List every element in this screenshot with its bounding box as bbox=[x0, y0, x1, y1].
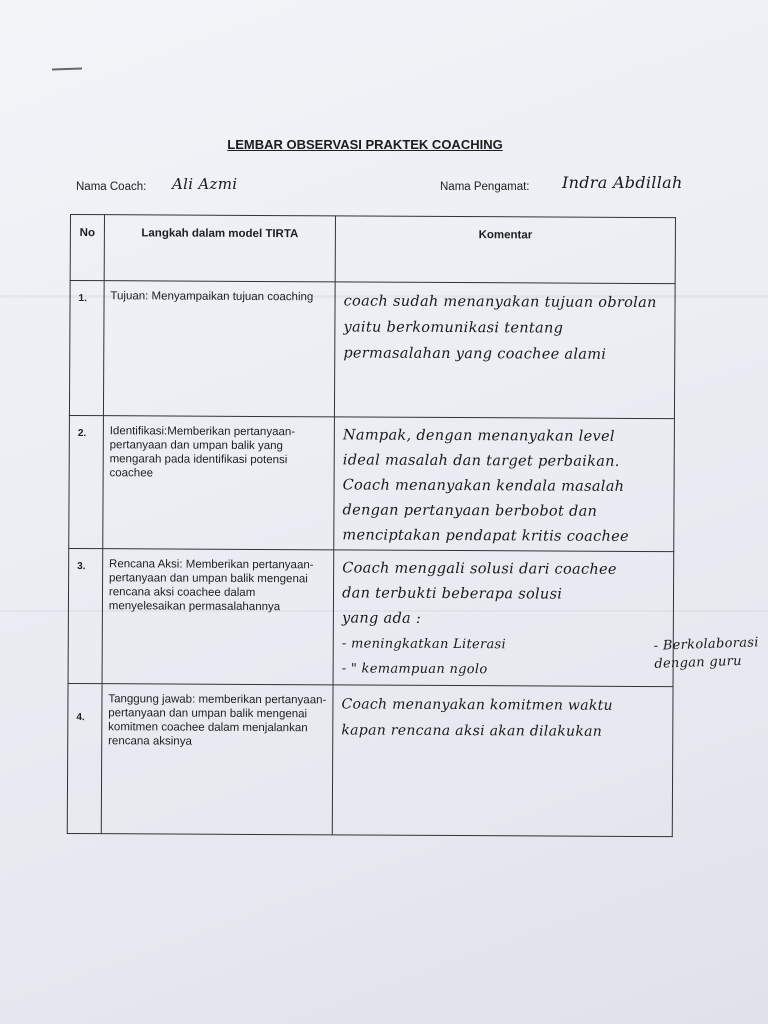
table-row bbox=[68, 548, 674, 686]
step-description: Tujuan: Menyampaikan tujuan coaching bbox=[103, 281, 335, 417]
observer-label: Nama Pengamat: bbox=[440, 181, 530, 193]
comment-cell bbox=[333, 550, 674, 687]
comment-line: dan terbukti beberapa solusi bbox=[342, 585, 563, 603]
comment-line: Nampak, dengan menanyakan level bbox=[342, 427, 615, 445]
observer-name: Indra Abdillah bbox=[562, 173, 683, 192]
coach-name: Ali Azmi bbox=[172, 175, 238, 193]
document-title: LEMBAR OBSERVASI PRAKTEK COACHING bbox=[227, 137, 503, 152]
comment-line: ideal masalah dan target perbaikan. bbox=[342, 452, 620, 470]
header-comment: Komentar bbox=[335, 216, 675, 284]
margin-note-line: dengan guru bbox=[654, 653, 743, 672]
comment-line: yaitu berkomunikasi tentang bbox=[343, 319, 564, 337]
comment-line: Coach menanyakan komitmen waktu bbox=[341, 696, 613, 714]
row-number: 3. bbox=[68, 548, 103, 683]
comment-line: - meningkatkan Literasi bbox=[341, 636, 507, 653]
margin-note bbox=[653, 634, 759, 674]
coach-label: Nama Coach: bbox=[76, 181, 147, 193]
comment-line: Coach menggali solusi dari coachee bbox=[342, 560, 617, 578]
step-description: Rencana Aksi: Memberikan pertanyaan-pertanyaan dan umpan balik mengenai rencana aksi coachee dalam menyelesaikan permasalahannya bbox=[102, 549, 334, 685]
step-description: Tanggung jawab: memberikan pertanyaan-pertanyaan dan umpan balik mengenai komitmen coachee dalam menjalankan rencana aksinya bbox=[101, 684, 333, 835]
comment-line: dengan pertanyaan berbobot dan bbox=[342, 502, 598, 520]
comment-line: coach sudah menanyakan tujuan obrolan bbox=[343, 293, 657, 312]
header-no: No bbox=[70, 215, 104, 281]
table-row bbox=[69, 281, 675, 419]
comment-cell bbox=[334, 417, 675, 552]
comment-line: - " kemampuan ngolo bbox=[341, 661, 488, 678]
comment-line: yang ada : bbox=[341, 610, 422, 627]
observation-table bbox=[67, 214, 676, 837]
comment-line: kapan rencana aksi akan dilakukan bbox=[341, 722, 603, 740]
row-number: 2. bbox=[69, 415, 104, 548]
comment-line: permasalahan yang coachee alami bbox=[343, 345, 607, 363]
row-number: 1. bbox=[69, 281, 104, 416]
row-number: 4. bbox=[67, 683, 102, 833]
header-step: Langkah dalam model TIRTA bbox=[104, 215, 336, 282]
pen-mark bbox=[52, 67, 82, 70]
comment-line: Coach menanyakan kendala masalah bbox=[342, 477, 625, 495]
table-header-row bbox=[70, 215, 675, 284]
comment-cell bbox=[335, 282, 676, 419]
table-row bbox=[69, 415, 675, 551]
margin-note-line: - Berkolaborasi bbox=[653, 635, 759, 654]
step-description: Identifikasi:Memberikan pertanyaan-pertanyaan dan umpan balik yang mengarah pada identifikasi potensi coachee bbox=[103, 416, 335, 550]
comment-cell bbox=[332, 685, 673, 837]
comment-line: menciptakan pendapat kritis coachee bbox=[342, 527, 629, 545]
table-row bbox=[67, 683, 673, 836]
